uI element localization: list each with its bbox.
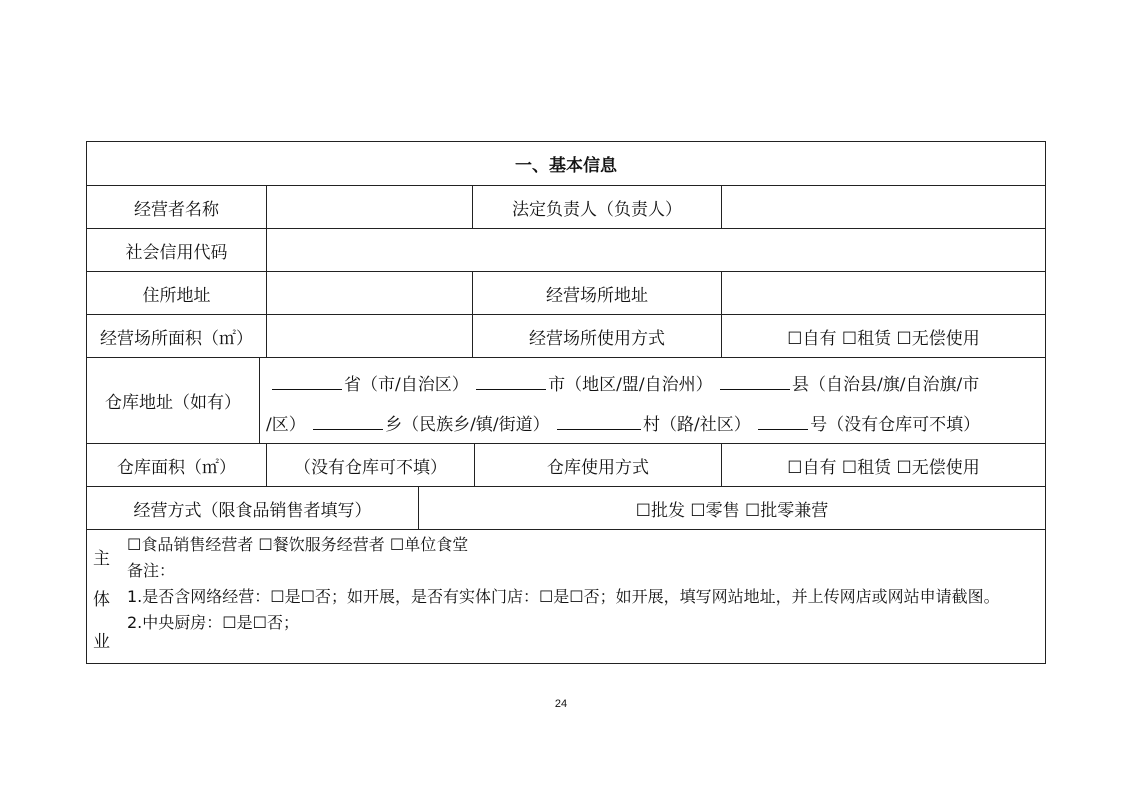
warehouse-address-row	[87, 358, 1045, 444]
county-text: 县（自治县/旗/自治旗/市	[792, 375, 980, 395]
county-blank[interactable]	[720, 375, 790, 390]
city-text: 市（地区/盟/自治州）	[548, 375, 713, 395]
warehouse-address-label: 仓库地址（如有）	[105, 393, 241, 413]
premises-usage-options[interactable]: ☐自有 ☐租赁 ☐无偿使用	[721, 315, 1045, 357]
subject-label-2: 体	[93, 590, 110, 610]
premises-area-field[interactable]	[266, 315, 472, 357]
operator-name-row	[87, 186, 1045, 229]
warehouse-address-line2	[266, 410, 980, 435]
township-blank[interactable]	[313, 415, 383, 430]
city-blank[interactable]	[476, 375, 546, 390]
subject-industry-row	[87, 530, 1045, 663]
business-mode-row	[87, 487, 1045, 530]
basic-info-form	[86, 141, 1046, 664]
warehouse-address-line1	[270, 370, 979, 395]
credit-code-row	[87, 229, 1045, 272]
subject-label-3: 业	[93, 632, 110, 652]
warehouse-usage-label: 仓库使用方式	[474, 444, 721, 486]
page-number: 24	[554, 698, 568, 710]
business-mode-options[interactable]: ☐批发 ☐零售 ☐批零兼营	[418, 487, 1045, 529]
residence-row	[87, 272, 1045, 315]
district-text: /区）	[266, 415, 306, 435]
province-text: 省（市/自治区）	[344, 375, 469, 395]
note-central-kitchen[interactable]: 2.中央厨房：☐是☐否；	[127, 613, 299, 632]
warehouse-address-field	[259, 358, 1045, 443]
warehouse-area-label: 仓库面积（㎡）	[117, 457, 236, 478]
warehouse-area-row	[87, 444, 1045, 487]
warehouse-area-hint[interactable]: （没有仓库可不填）	[266, 444, 474, 486]
section-title: 一、基本信息	[515, 156, 617, 176]
credit-code-field[interactable]	[266, 229, 1045, 271]
operator-name-label: 经营者名称	[134, 199, 219, 220]
subject-industry-content	[127, 532, 1039, 636]
village-text: 村（路/社区）	[643, 415, 751, 435]
premises-address-field[interactable]	[721, 272, 1045, 314]
credit-code-label: 社会信用代码	[125, 242, 228, 263]
subject-label-1: 主	[93, 549, 110, 569]
residence-field[interactable]	[266, 272, 472, 314]
warehouse-usage-options[interactable]: ☐自有 ☐租赁 ☐无偿使用	[721, 444, 1045, 486]
premises-area-row	[87, 315, 1045, 358]
note-online-business[interactable]: 1.是否含网络经营：☐是☐否；如开展，是否有实体门店：☐是☐否；如开展，填写网站地址，并上传网店或网站申请截图。	[127, 587, 1000, 606]
notes-title: 备注：	[127, 561, 176, 580]
number-text: 号（没有仓库可不填）	[810, 415, 981, 435]
operator-name-field[interactable]	[266, 186, 472, 228]
legal-rep-label: 法定负责人（负责人）	[472, 186, 721, 228]
number-blank[interactable]	[758, 415, 808, 430]
premises-usage-label: 经营场所使用方式	[472, 315, 721, 357]
residence-label: 住所地址	[142, 285, 211, 306]
section-title-row	[87, 142, 1045, 186]
premises-address-label: 经营场所地址	[472, 272, 721, 314]
township-text: 乡（民族乡/镇/街道）	[385, 415, 550, 435]
business-mode-label: 经营方式（限食品销售者填写）	[133, 500, 372, 521]
legal-rep-field[interactable]	[721, 186, 1045, 228]
village-blank[interactable]	[557, 415, 641, 430]
province-blank[interactable]	[272, 375, 342, 390]
premises-area-label: 经营场所面积（㎡）	[100, 328, 253, 349]
subject-types[interactable]: ☐食品销售经营者 ☐餐饮服务经营者 ☐单位食堂	[127, 535, 469, 554]
